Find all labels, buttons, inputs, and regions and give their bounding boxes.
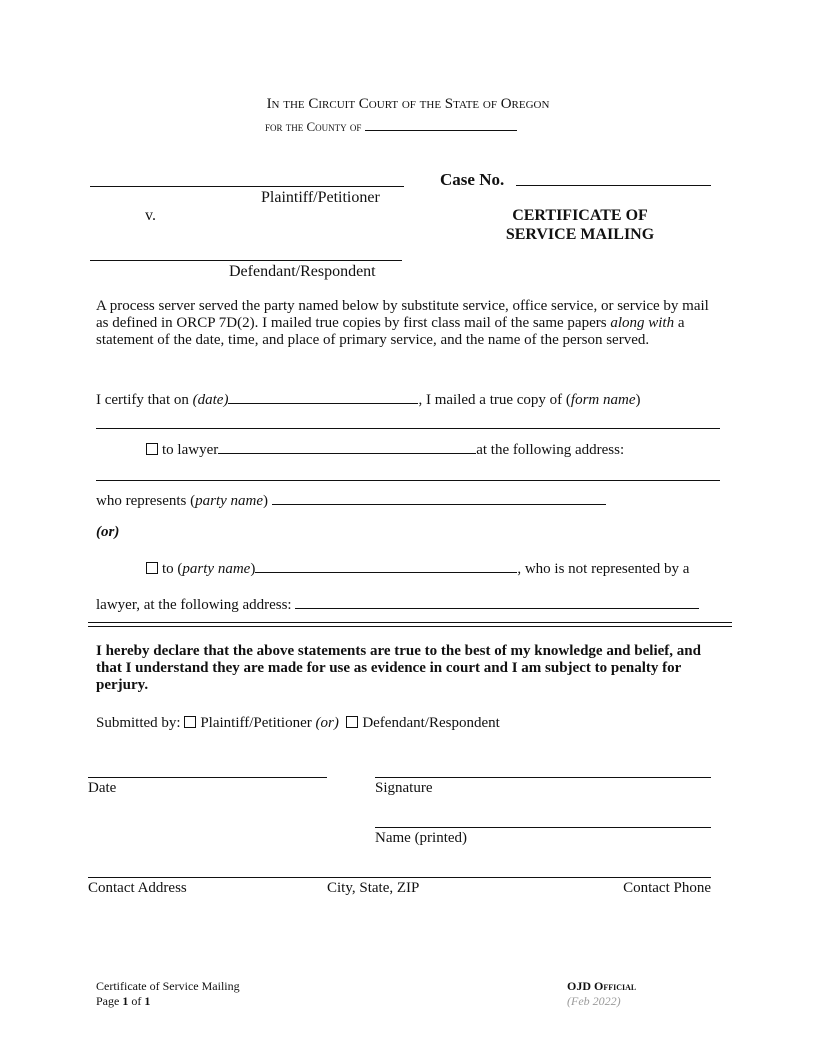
- page-total: 1: [144, 994, 151, 1008]
- party-name-blank[interactable]: [255, 558, 517, 573]
- party-suffix: , who is not represented by a: [517, 561, 690, 577]
- represented-party-blank[interactable]: [272, 490, 606, 505]
- party-option: [146, 558, 689, 578]
- contact-phone-label: Contact Phone: [623, 880, 711, 896]
- defendant-checkbox[interactable]: [346, 716, 358, 728]
- intro-along-with: along with: [610, 315, 675, 331]
- declaration-text: I hereby declare that the above statements are true to the best of my knowledge and belief, and that I understand they are made for use as evidence in court and I am subject to penalty for perjury.: [96, 643, 701, 693]
- plaintiff-option-label: Plaintiff/Petitioner: [200, 715, 312, 731]
- date-blank[interactable]: [228, 389, 418, 404]
- form-name-label: form name: [570, 392, 636, 408]
- footer-form-title: Certificate of Service Mailing: [96, 979, 240, 993]
- contact-line[interactable]: [88, 877, 711, 878]
- contact-address-label: Contact Address: [88, 880, 187, 896]
- lawyer-checkbox[interactable]: [146, 443, 158, 455]
- footer-page-number: [96, 994, 240, 1009]
- ojd-official-label: [567, 979, 636, 994]
- represents-end: ): [263, 493, 269, 509]
- page-current: 1: [122, 994, 129, 1008]
- certify-line: [96, 389, 641, 409]
- page-prefix: Page: [96, 994, 120, 1008]
- ojd-label: OJD: [567, 979, 591, 993]
- signature-line[interactable]: [375, 777, 711, 778]
- document-title: [480, 206, 680, 244]
- footer-right: [567, 979, 636, 1009]
- party-checkbox[interactable]: [146, 562, 158, 574]
- official-label: Official: [594, 979, 637, 993]
- title-line-1: CERTIFICATE OF: [512, 207, 648, 224]
- certify-end: ): [635, 392, 641, 408]
- lawyer-name-blank[interactable]: [218, 439, 476, 454]
- intro-text-1: A process server served the party named below by substitute service, office service, or service by mail as defined in ORCP 7D(2). I mailed true copies by first class mail of the same papers: [96, 298, 709, 331]
- represents-party-label: party name: [195, 493, 264, 509]
- represents-line: [96, 490, 606, 510]
- defendant-option-label: Defendant/Respondent: [362, 715, 500, 731]
- certify-date-label: (date): [192, 392, 229, 408]
- certify-prefix: I certify that on: [96, 392, 189, 408]
- plaintiff-line[interactable]: [90, 186, 404, 187]
- defendant-line[interactable]: [90, 260, 402, 261]
- submitted-by-label: Submitted by:: [96, 715, 181, 731]
- date-signature-line[interactable]: [88, 777, 327, 778]
- date-label: Date: [88, 780, 117, 796]
- intro-text-2: a statement of the date, time, and place of primary service, and the name of the person served.: [96, 315, 685, 348]
- party-mid: ): [250, 561, 256, 577]
- city-state-zip-label: City, State, ZIP: [327, 880, 420, 896]
- party-prefix: to (: [162, 561, 183, 577]
- submitted-by-line: [96, 715, 500, 732]
- form-name-line[interactable]: [96, 428, 720, 429]
- party-address-blank[interactable]: [295, 594, 699, 609]
- court-heading: In the Circuit Court of the State of Oregon: [266, 96, 550, 112]
- or-label: (or): [96, 524, 120, 540]
- plaintiff-label: Plaintiff/Petitioner: [261, 189, 380, 206]
- party-address-label: lawyer, at the following address:: [96, 597, 292, 613]
- county-blank[interactable]: [365, 116, 517, 131]
- plaintiff-checkbox[interactable]: [184, 716, 196, 728]
- party-name-label: party name: [182, 561, 251, 577]
- defendant-label: Defendant/Respondent: [229, 263, 376, 280]
- signature-label: Signature: [375, 780, 433, 796]
- versus-label: v.: [145, 207, 156, 224]
- certify-mid: , I mailed a true copy of (: [418, 392, 571, 408]
- case-number-label: Case No.: [440, 170, 505, 189]
- intro-paragraph: [96, 298, 720, 349]
- county-line: [265, 116, 517, 135]
- page-of: of: [131, 994, 142, 1008]
- case-number-field[interactable]: [516, 185, 711, 186]
- lawyer-address-line[interactable]: [96, 480, 720, 481]
- county-label: for the County of: [265, 119, 362, 134]
- name-printed-label: Name (printed): [375, 830, 468, 846]
- represents-prefix: who represents (: [96, 493, 196, 509]
- name-printed-line[interactable]: [375, 827, 711, 828]
- lawyer-address-suffix: at the following address:: [476, 442, 625, 458]
- title-line-2: SERVICE MAILING: [505, 226, 655, 243]
- revision-date: (Feb 2022): [567, 994, 621, 1008]
- party-address-line: [96, 594, 699, 614]
- submitted-or-label: (or): [315, 715, 339, 731]
- lawyer-option: [146, 439, 624, 459]
- lawyer-label: to lawyer: [162, 442, 219, 458]
- footer-left: [96, 979, 240, 1009]
- section-divider: [88, 622, 732, 627]
